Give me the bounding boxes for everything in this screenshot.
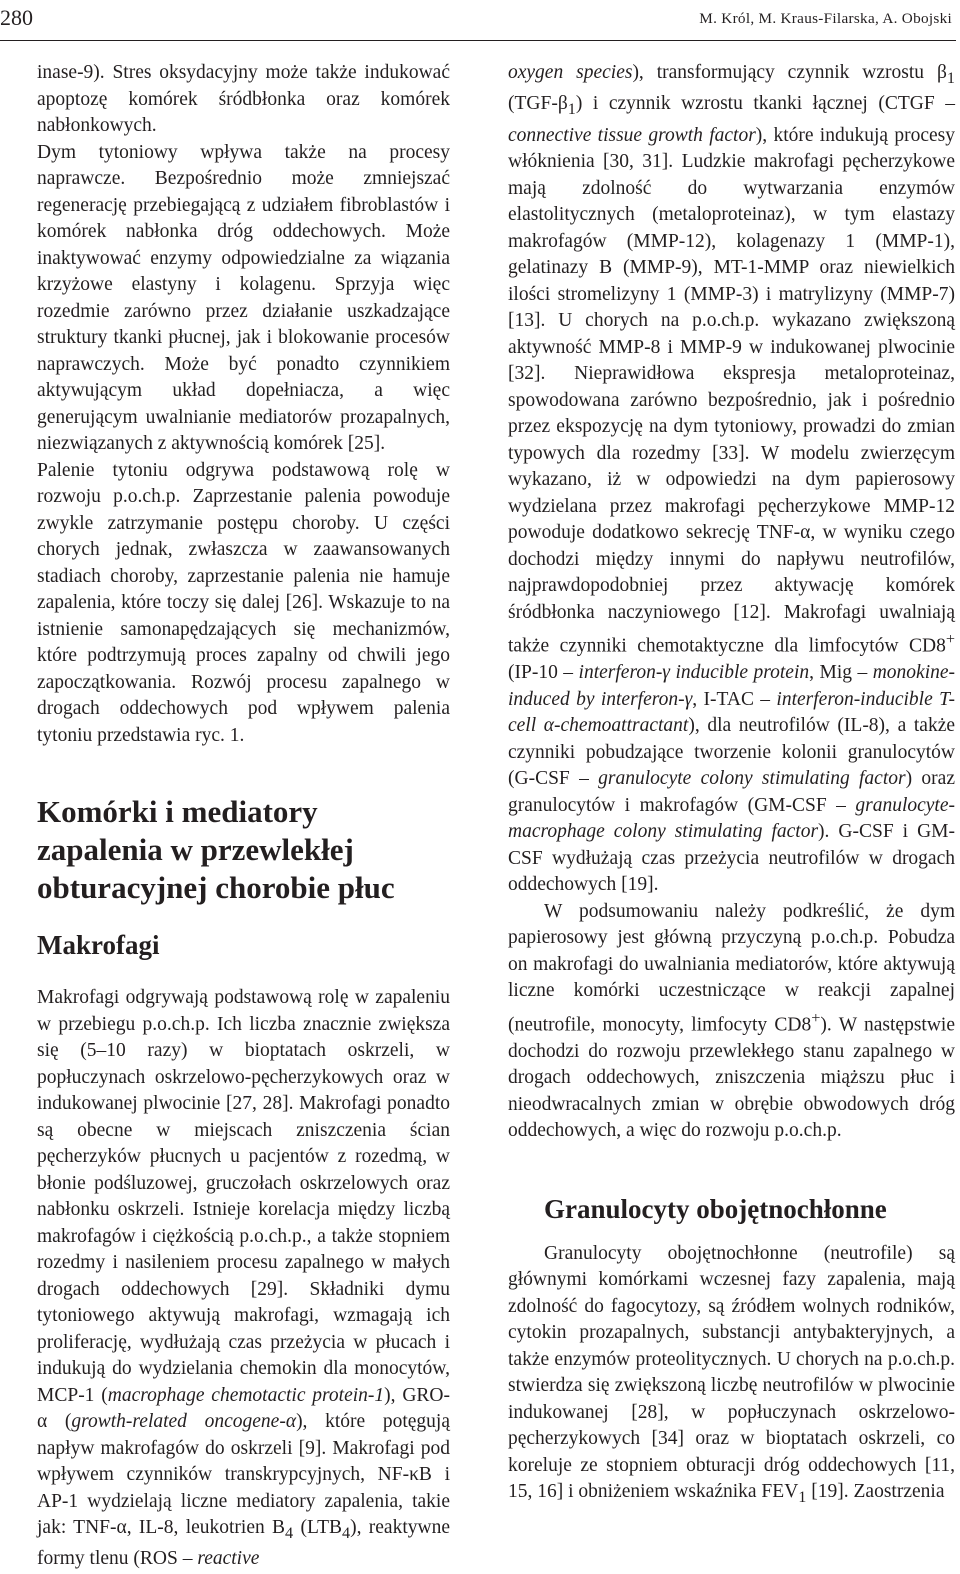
paragraph: Dym tytoniowy wpływa także na procesy naprawcze. Bezpośrednio może zmniejszać regenerację przebiegającą z udziałem fibroblastów i komórek nabłonka dróg oddechowych. Może inaktywować enzymy odpowiedzialne za wiązania krzyżowe elastyny i kolagenu. Sprzyja więc rozedmie zarówno przez działanie uszkadzające struktury tkanki płucnej, jak i blokowanie procesów naprawczych. Może być ponadto czynnikiem aktywującym układ dopełniacza, a więc generującym uwalnianie mediatorów prozapalnych, niezwiązanych z aktywnością komórek [25]. <box>37 141 450 454</box>
text-run-italic: granulocyte-macrophage colony stimulating factor <box>508 794 955 843</box>
paragraph <box>508 899 955 1145</box>
paragraph <box>37 985 450 1573</box>
subsection-title: Granulocyty obojętnochłonne <box>544 1193 887 1224</box>
text-run-italic: macrophage chemotactic protein-1 <box>107 1384 385 1406</box>
running-head-text: M. Król, M. Kraus-Filarska, A. Obojski <box>699 10 952 27</box>
text-run-italic: granulocyte colony stimulating factor <box>598 768 906 790</box>
text-run: ) oraz granulocytów i makrofagów (GM-CSF – <box>508 768 955 816</box>
text-run-italic: oxygen species <box>508 62 633 83</box>
text-run: Makrofagi odgrywają podstawową rolę w zapaleniu w przebiegu p.o.ch.p. Ich liczba znacznie zwiększa się (5–10 razy) w bioptatach oskrzeli, w popłuczynach oskrzelowo-pęcherzykowych oraz w indukowanej plwocinie [27, 28]. Makrofagi ponadto są obecne w miejscach zniszczenia ścian pęcherzyków płucnych u pacjentów z rozedmą, w błonie podśluzowej, gruczołach oskrzelowych oraz nabłonku oskrzeli. Istnieje korelacja między liczbą makrofagów i ciężkością p.o.ch.p., a także stopniem rozedmy i nasileniem procesu zapalnego w małych drogach oddechowych [29]. Składniki dymu tytoniowego aktywują makrofagi, wzmagają ich proliferację, wydłużają czas przeżycia w płucach i indukują do wydzielania chemokin dla monocytów, MCP-1 ( <box>37 987 450 1406</box>
text-run: ), które indukują procesy włóknienia [30, 31]. Ludzkie makrofagi pęcherzykowe mają zdolność do wytwarzania enzymów elastolitycznych (metaloproteinaz), w tym elastazy makrofagów (MMP-12), kolagenazy 1 (MMP-1), gelatinazy B (MMP-9), MT-1-MMP oraz niewielkich ilości stromelizyny 1 (MMP-3) i matrylizyny (MMP-7) [13]. U chorych na p.o.ch.p. wykazano zwiększoną aktywność MMP-8 i MMP-9 w indukowanej plwocinie [32]. Nieprawidłowa ekspresja metaloproteinaz, spowodowana zarówno bezpośrednio, jak i pośrednio przez ekspozycję na dym tytoniowy, prowadzi do zmian typowych dla rozedmy [33]. W modelu zwierzęcym wykazano, iż w odpowiedzi na dym papierosowy wydzielana przez makrofagi pęcherzykowe MMP-12 powoduje dodatkowo sekrecję TNF-α, w wyniku czego dochodzi między innymi do napływu neutrofilów, najprawdopodobniej przez aktywację komórek śródbłonka naczyniowego [12]. Makrofagi uwalniają także czynniki chemotaktyczne dla limfocytów CD8 <box>508 124 955 657</box>
header-rule <box>0 40 956 41</box>
text-run: ), GRO-α ( <box>37 1384 450 1432</box>
text-run: [19]. Zaostrzenia <box>806 1481 945 1503</box>
text-run-italic: connective tissue growth factor <box>508 124 756 146</box>
text-run: ), reaktywne formy tlenu (ROS – <box>37 1517 450 1570</box>
text-run: ) i czynnik wzrostu tkanki łącznej (CTGF – <box>575 93 955 115</box>
paragraph <box>508 1241 955 1511</box>
section-title: Komórki i mediatory zapalenia w przewlekłej obturacyjnej chorobie płuc <box>37 794 395 905</box>
text-run: , Mig – <box>809 662 873 684</box>
text-run: ). W następstwie dochodzi do rozwoju przewlekłego stanu zapalnego w drogach oddechowych, zniszczenia miąższu płuc i nieodwracalnych zmian w obrębie obwodowych dróg oddechowych, a więc do rozwoju p.o.ch.p. <box>508 1014 955 1142</box>
text-run: ), transformujący czynnik wzrostu β <box>632 62 947 83</box>
text-run-italic: reactive <box>197 1548 260 1570</box>
subscript: 1 <box>798 1488 807 1507</box>
paragraph: inase-9). Stres oksydacyjny może także indukować apoptozę komórek śródbłonka oraz komórek nabłonkowych. <box>37 62 450 136</box>
text-run: ), dla neutrofilów (IL-8), a także czynniki pobudzające tworzenie kolonii granulocytów (G-CSF – <box>508 715 955 790</box>
text-run: (TGF-β <box>508 93 568 115</box>
left-column <box>37 60 450 1573</box>
page-number: 280 <box>0 5 33 30</box>
text-run: (IP-10 – <box>508 662 579 684</box>
subscript: 4 <box>342 1523 351 1542</box>
running-head <box>699 6 952 31</box>
right-column <box>508 60 955 1511</box>
subscript: 1 <box>946 68 955 87</box>
page-header <box>0 0 960 48</box>
text-run-italic: interferon-inducible T-cell α-chemoattractant <box>508 688 955 737</box>
text-run: (LTB <box>293 1517 342 1538</box>
text-run: , I-TAC – <box>692 688 777 710</box>
text-run: ), które potęgują napływ makrofagów do oskrzeli [9]. Makrofagi pod wpływem czynników transkrypcyjnych, NF-κB i AP-1 wydzielają liczne mediatory zapalenia, takie jak: TNF-α, IL-8, leukotrien B <box>37 1411 450 1538</box>
text-run-italic: interferon-γ inducible protein <box>578 662 810 684</box>
subscript: 4 <box>285 1523 294 1542</box>
text-run: ). G-CSF i GM-CSF wydłużają czas przeżycia neutrofilów w drogach oddechowych [19]. <box>508 821 955 896</box>
subsection-title: Makrofagi <box>37 930 160 960</box>
text-run-italic: growth-related oncogene-α <box>71 1411 297 1432</box>
paragraph: Palenie tytoniu odgrywa podstawową rolę w rozwoju p.o.ch.p. Zaprzestanie palenia powoduje zwykle zatrzymanie postępu choroby. U części chorych jednak, zwłaszcza w zaawansowanych stadiach choroby, zaprzestanie palenia nie hamuje zapalenia, które toczy się dalej [26]. Wskazuje to na istnienie samonapędzających się mechanizmów, które podtrzymują proces zapalny od chwili jego zapoczątkowania. Rozwój procesu zapalnego w drogach oddechowych pod wpływem palenia tytoniu przedstawia ryc. 1. <box>37 459 450 746</box>
text-run: W podsumowaniu należy podkreślić, że dym papierosowy jest główną przyczyną p.o.ch.p. Pobudza on makrofagi do uwalniania mediatorów, które aktywują liczne komórki uczestniczące w reakcji zapalnej (neutrofile, monocyty, limfocyty CD8 <box>508 900 955 1036</box>
subscript: 1 <box>567 100 576 119</box>
superscript: + <box>945 630 955 649</box>
text-run-italic: monokine-induced by interferon-γ <box>508 662 956 710</box>
paragraph <box>508 60 955 899</box>
superscript: + <box>811 1008 821 1027</box>
text-run: Granulocyty obojętnochłonne (neutrofile) są głównymi komórkami wczesnej fazy zapalenia, mają zdolność do fagocytozy, są źródłem wolnych rodników, cytokin prozapalnych, substancji antybakteryjnych, a także enzymów proteolitycznych. U chorych na p.o.ch.p. stwierdza się zwiększoną liczbę neutrofilów w plwocinie indukowanej [28], w popłuczynach oskrzelowo-pęcherzykowych [34] oraz w bioptatach oskrzeli, co koreluje ze stopniem obturacji dróg oddechowych [11, 15, 16] i obniżeniem wskaźnika FEV <box>508 1242 955 1503</box>
